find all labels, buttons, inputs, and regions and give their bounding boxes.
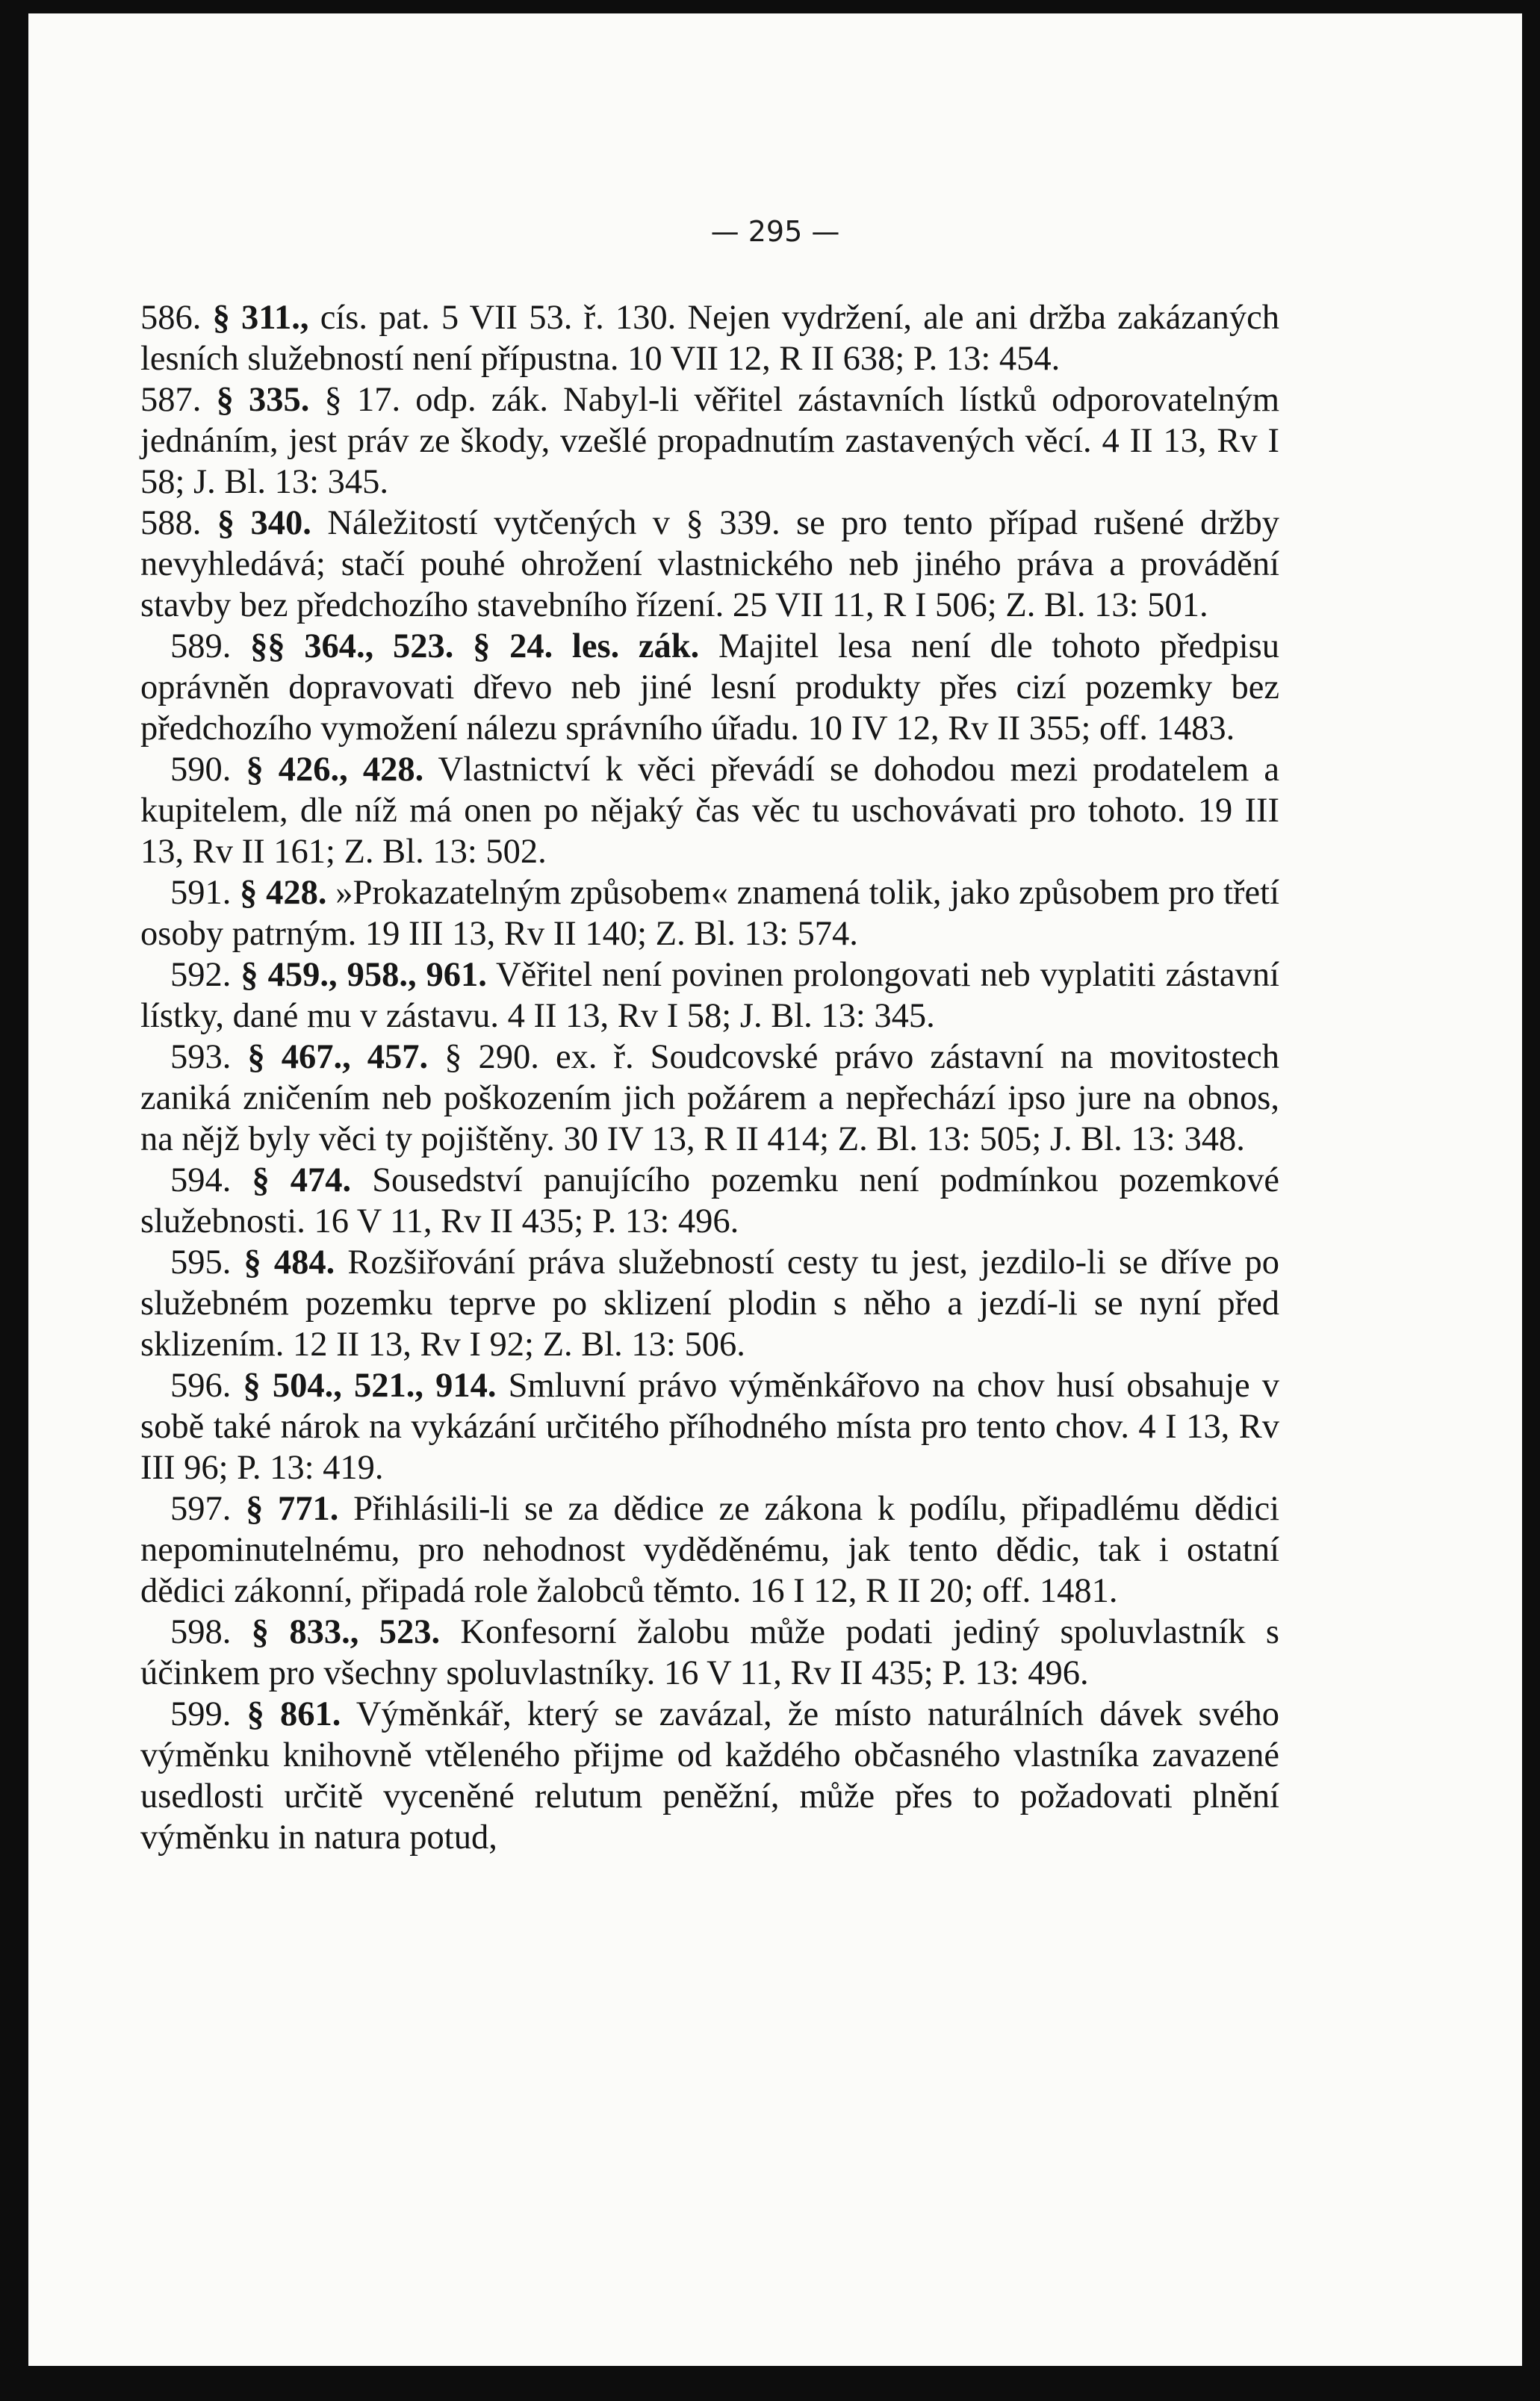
entry-reference: § 335. — [216, 381, 310, 419]
entry-598 — [140, 1612, 1279, 1694]
entry-588 — [140, 503, 1279, 626]
entry-text: § 17. odp. zák. Nabyl-li věřitel zástavních lístků odporovatelným jednáním, jest práv ze škody, vzešlé propadnutím zastavených věcí. 4 II 13, Rv I 58; J. Bl. 13: 345. — [140, 381, 1280, 501]
entry-593 — [140, 1037, 1279, 1160]
entry-number: 590. — [170, 751, 232, 789]
entry-reference: § 428. — [240, 874, 327, 912]
entry-number: 586. — [140, 299, 202, 337]
page-number: — 295 — — [710, 215, 840, 248]
entry-text: Náležitostí vytčených v § 339. se pro tento případ rušené držby nevyhledává; stačí pouhé ohrožení vlastnického neb jiného práva a provádění stavby bez předchozího stavebního řízení. 25 VII 11, R I 506; Z. Bl. 13: 501. — [140, 504, 1280, 624]
entry-reference: §§ 364., 523. § 24. les. zák. — [250, 627, 700, 665]
entry-text: Vlastnictví k věci převádí se dohodou mezi prodatelem a kupitelem, dle níž má onen po nějaký čas věc tu uschovávati pro tohoto. 19 III 13, Rv II 161; Z. Bl. 13: 502. — [140, 751, 1280, 871]
entry-592 — [140, 954, 1279, 1037]
entry-text: Majitel lesa není dle tohoto předpisu oprávněn dopravovati dřevo neb jiné lesní produkty přes cizí pozemky bez předchozího vymožení nálezu správního úřadu. 10 IV 12, Rv II 355; off. 1483. — [140, 627, 1280, 748]
entry-587 — [140, 379, 1279, 503]
entry-number: 593. — [170, 1038, 232, 1076]
entry-number: 589. — [170, 627, 232, 665]
entry-number: 591. — [170, 874, 232, 912]
entry-number: 592. — [170, 956, 232, 994]
entry-reference: § 833., 523. — [251, 1613, 441, 1651]
entry-number: 598. — [170, 1613, 232, 1651]
entry-text: Přihlásili-li se za dědice ze zákona k podílu, připadlému dědici nepominutelnému, pro nehodnost vyděděnému, jak tento dědic, tak i ostatní dědici zákonní, připadá role žalobců těmto. 16 I 12, R II 20; off. 1481. — [140, 1490, 1280, 1610]
entry-reference: § 426., 428. — [246, 751, 424, 789]
entry-reference: § 340. — [217, 504, 311, 542]
entry-text: »Prokazatelným způsobem« znamená tolik, jako způsobem pro třetí osoby patrným. 19 III 13, Rv II 140; Z. Bl. 13: 574. — [140, 874, 1280, 953]
entry-number: 599. — [170, 1695, 232, 1733]
entry-number: 597. — [170, 1490, 232, 1528]
entry-590 — [140, 749, 1279, 872]
entry-text: § 290. ex. ř. Soudcovské právo zástavní na movitostech zaniká zničením neb poškozením jich požárem a nepřechází ipso jure na obnos, na nějž byly věci ty pojištěny. 30 IV 13, R II 414; Z. Bl. 13: 505; J. Bl. 13: 348. — [140, 1038, 1280, 1158]
document-page — [28, 13, 1522, 2366]
entry-reference: § 467., 457. — [247, 1038, 429, 1076]
entry-text: Sousedství panujícího pozemku není podmínkou pozemkové služebnosti. 16 V 11, Rv II 435; P. 13: 496. — [140, 1161, 1279, 1240]
entry-number: 596. — [170, 1367, 232, 1405]
entry-reference: § 474. — [252, 1161, 352, 1199]
entry-591 — [140, 872, 1279, 954]
entry-596 — [140, 1365, 1279, 1488]
entry-text: Konfesorní žalobu může podati jediný spoluvlastník s účinkem pro všechny spoluvlastníky. 16 V 11, Rv II 435; P. 13: 496. — [140, 1613, 1279, 1692]
entry-text: Výměnkář, který se zavázal, že místo naturálních dávek svého výměnku knihovně vtěleného přijme od každého občasného vlastníka zavazené usedlosti určitě vyceněné relutum peněžní, může přes to požadovati plnění výměnku in natura potud, — [140, 1695, 1279, 1857]
entry-reference: § 771. — [246, 1490, 339, 1528]
entry-586 — [140, 297, 1279, 379]
entry-number: 595. — [170, 1243, 232, 1282]
body-text — [140, 297, 1279, 1858]
entry-reference: § 484. — [243, 1243, 335, 1282]
entry-594 — [140, 1160, 1279, 1242]
entry-text: Věřitel není povinen prolongovati neb vyplatiti zástavní lístky, dané mu v zástavu. 4 II 13, Rv I 58; J. Bl. 13: 345. — [140, 956, 1280, 1035]
entry-597 — [140, 1488, 1279, 1612]
entry-reference: § 459., 958., 961. — [240, 956, 487, 994]
entry-reference: § 504., 521., 914. — [243, 1367, 497, 1405]
entry-text: Rozšiřování práva služebností cesty tu jest, jezdilo-li se dříve po služebném pozemku teprve po sklizení plodin s něho a jezdí-li se nyní před sklizením. 12 II 13, Rv I 92; Z. Bl. 13: 506. — [140, 1243, 1280, 1364]
entry-reference: § 861. — [246, 1695, 341, 1733]
entry-599 — [140, 1694, 1279, 1858]
entry-text: Smluvní právo výměnkářovo na chov husí obsahuje v sobě také nárok na vykázání určitého příhodného místa pro tento chov. 4 I 13, Rv III 96; P. 13: 419. — [140, 1367, 1279, 1487]
entry-number: 587. — [140, 381, 202, 419]
entry-number: 594. — [170, 1161, 232, 1199]
entry-number: 588. — [140, 504, 202, 542]
entry-595 — [140, 1242, 1279, 1365]
entry-text: cís. pat. 5 VII 53. ř. 130. Nejen vydržení, ale ani držba zakázaných lesních služebností není přípustna. 10 VII 12, R II 638; P. 13: 454. — [140, 299, 1280, 378]
entry-589 — [140, 626, 1279, 749]
entry-reference: § 311., — [212, 299, 309, 337]
